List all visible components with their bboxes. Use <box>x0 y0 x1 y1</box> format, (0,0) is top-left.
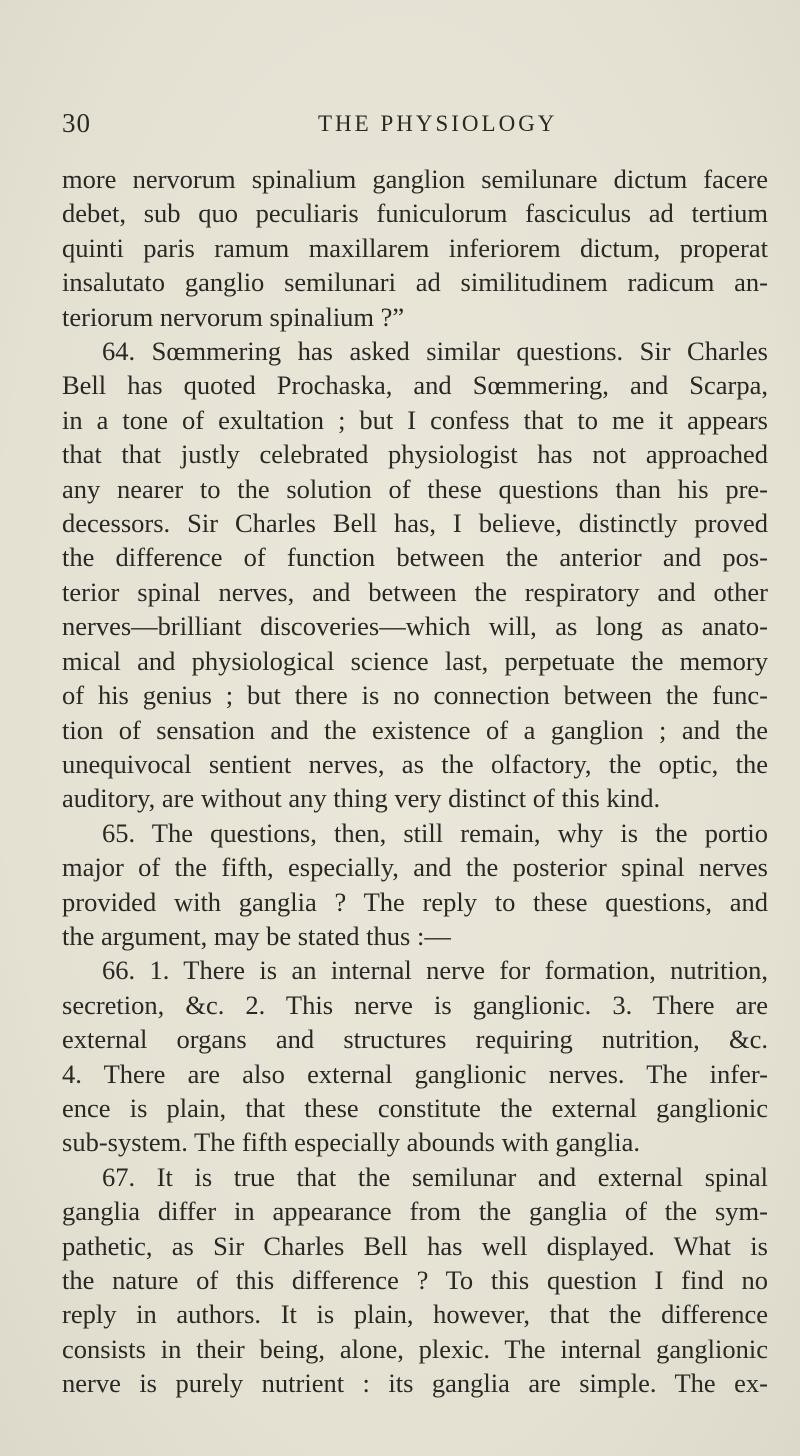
text-line: the argument, may be stated thus :— <box>62 920 451 951</box>
text-line: nerves—brilliant discoveries—which will, as long as anato- <box>62 611 768 642</box>
text-line: major of the fifth, especially, and the posterior spinal nerves <box>62 852 768 883</box>
text-line: that that justly celebrated physiologist has not approached <box>62 439 768 470</box>
text-line: auditory, are without any thing very distinct of this kind. <box>62 783 661 814</box>
page-number: 30 <box>62 108 91 138</box>
text-line: ganglia differ in appearance from the ganglia of the sym- <box>62 1196 768 1227</box>
text-line: 66. 1. There is an internal nerve for formation, nutrition, <box>102 955 768 986</box>
text-line: decessors. Sir Charles Bell has, I believe, distinctly proved <box>62 508 768 539</box>
text-line: debet, sub quo peculiaris funiculorum fasciculus ad tertium <box>62 198 768 229</box>
text-line: of his genius ; but there is no connection between the func- <box>62 680 768 711</box>
running-title: THE PHYSIOLOGY <box>318 111 558 136</box>
paragraph-67 <box>62 1160 768 1401</box>
text-line: Bell has quoted Prochaska, and Sœmmering, and Scarpa, <box>62 370 768 401</box>
text-line: ence is plain, that these constitute the external ganglionic <box>62 1092 768 1123</box>
paragraph-64 <box>62 334 768 816</box>
paragraph-66 <box>62 953 768 1159</box>
text-line: any nearer to the solution of these questions than his pre- <box>62 473 768 504</box>
text-line: teriorum nervorum spinalium ?” <box>62 301 405 332</box>
text-line: more nervorum spinalium ganglion semilunare dictum facere <box>62 164 768 194</box>
paragraph-continuation <box>62 162 768 334</box>
paragraph-65 <box>62 816 768 954</box>
text-line: 65. The questions, then, still remain, why is the portio <box>102 817 768 848</box>
text-line: provided with ganglia ? The reply to these questions, and <box>62 886 768 917</box>
text-line: pathetic, as Sir Charles Bell has well displayed. What is <box>62 1230 768 1261</box>
text-line: insalutato ganglio semilunari ad similitudinem radicum an- <box>62 267 768 298</box>
text-line: sub-system. The fifth especially abounds with ganglia. <box>62 1127 640 1158</box>
text-line: external organs and structures requiring nutrition, &c. <box>62 1024 768 1055</box>
text-line: the difference of function between the anterior and pos- <box>62 542 768 573</box>
text-line: the nature of this difference ? To this question I find no <box>62 1265 768 1295</box>
text-line: mical and physiological science last, perpetuate the memory <box>62 645 768 676</box>
body-text <box>62 162 768 1401</box>
text-line: unequivocal sentient nerves, as the olfactory, the optic, the <box>62 748 768 779</box>
text-line: quinti paris ramum maxillarem inferiorem dictum, properat <box>62 232 768 263</box>
text-line: reply in authors. It is plain, however, that the difference <box>62 1299 768 1330</box>
text-line: secretion, &c. 2. This nerve is ganglionic. 3. There are <box>62 989 768 1020</box>
text-line: terior spinal nerves, and between the respiratory and other <box>62 576 768 607</box>
text-line: nerve is purely nutrient : its ganglia are simple. The ex- <box>62 1368 768 1399</box>
text-line: 4. There are also external ganglionic nerves. The infer- <box>62 1058 768 1089</box>
text-line: tion of sensation and the existence of a ganglion ; and the <box>62 714 768 745</box>
text-line: 64. Sœmmering has asked similar questions. Sir Charles <box>102 336 768 367</box>
text-line: 67. It is true that the semilunar and external spinal <box>102 1161 768 1192</box>
running-head <box>0 108 800 148</box>
text-line: in a tone of exultation ; but I confess that to me it appears <box>62 404 768 435</box>
text-line: consists in their being, alone, plexic. The internal ganglionic <box>62 1333 768 1364</box>
